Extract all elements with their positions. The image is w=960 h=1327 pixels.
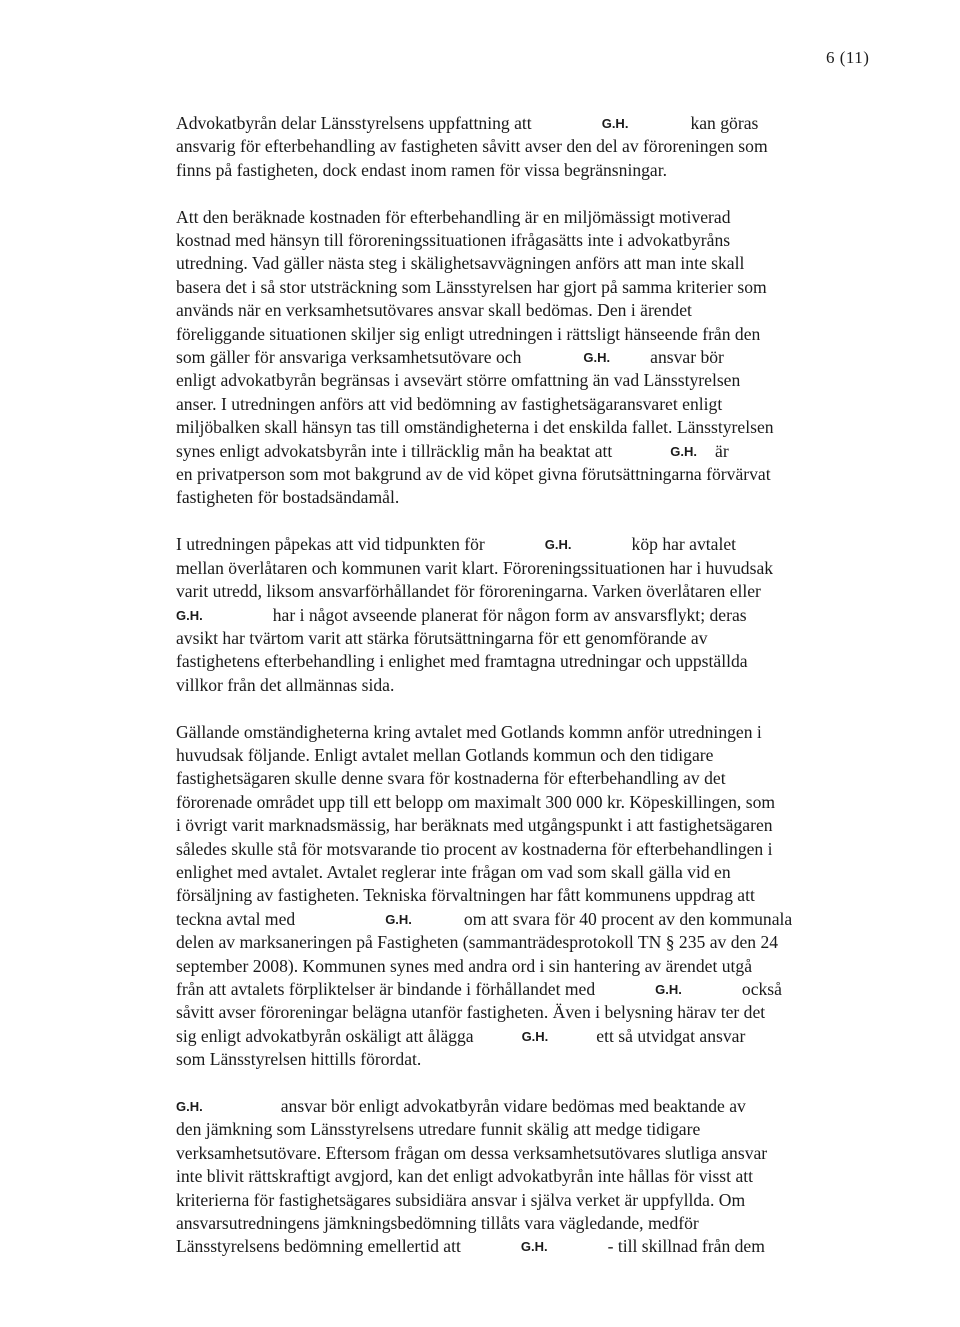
text-line: delen av marksaneringen på Fastigheten (sammanträdesprotokoll TN § 235 av den 24	[176, 932, 779, 953]
redaction-mark: G.H.	[601, 116, 629, 131]
text-line: synes enligt advokatsbyrån inte i tillräcklig mån ha beaktat att G.H. är	[176, 440, 876, 463]
text-line: villkor från det allmännas sida.	[176, 674, 395, 695]
text-line: som Länsstyrelsen hittills förordat.	[176, 1049, 422, 1070]
redaction-mark: G.H.	[520, 1239, 548, 1255]
text-line: mellan överlåtaren och kommunen varit klart. Föroreningssituationen har i huvudsak	[176, 557, 774, 578]
paragraph	[176, 721, 876, 1072]
text-line: således skulle stå för motsvarande tio procent av kostnaderna för efterbehandlingen i	[176, 838, 773, 859]
redaction-mark: G.H.	[176, 607, 203, 623]
redaction-mark: G.H.	[670, 443, 698, 459]
text-line: kostnad med hänsyn till föroreningssituationen ifrågasätts inte i advokatbyråns	[176, 230, 731, 251]
text-line: varit utredd, liksom ansvarförhållandet för föroreningarna. Varken överlåtaren eller	[176, 581, 761, 602]
redaction-mark: G.H.	[544, 537, 572, 553]
redaction-mark: G.H.	[176, 1099, 203, 1114]
text-line: försäljning av fastigheten. Tekniska förvaltningen har fått kommunens uppdrag att	[176, 885, 755, 906]
text-line: fastighetsägaren skulle denne svara för kostnaderna för efterbehandling av det	[176, 768, 726, 789]
text-line: Att den beräknade kostnaden för efterbehandling är en miljömässigt motiverad	[176, 206, 731, 227]
text-line: G.H. ansvar bör enligt advokatbyrån vidare bedömas med beaktande av	[176, 1095, 876, 1118]
text-line: inte blivit rättskraftigt avgjord, kan det enligt advokatbyrån inte hållas för visst att	[176, 1166, 754, 1187]
text-line: såvitt avser föroreningar belägna utanför fastigheten. Även i belysning härav ter det	[176, 1002, 766, 1023]
text-line: avsikt har tvärtom varit att stärka förutsättningarna för ett genomförande av	[176, 627, 708, 648]
text-line: i övrigt varit marknadsmässig, har beräknats med utgångspunkt i att fastighetsägaren	[176, 815, 773, 836]
text-line: Advokatbyrån delar Länsstyrelsens uppfattning att G.H. kan göras	[176, 112, 876, 135]
text-line: utredning. Vad gäller nästa steg i skälighetsavvägningen anförs att man inte skall	[176, 253, 745, 274]
text-line: från att avtalets förpliktelser är bindande i förhållandet med G.H. också	[176, 978, 876, 1001]
text-line: Länsstyrelsens bedömning emellertid att G.H. - till skillnad från dem	[176, 1235, 876, 1258]
redaction-mark: G.H.	[655, 981, 682, 997]
text-line: fastigheten för bostadsändamål.	[176, 487, 400, 508]
text-line: används när en verksamhetsutövares ansvar skall bedömas. Den i ärendet	[176, 300, 692, 321]
paragraph	[176, 206, 876, 510]
text-line: basera det i så stor utsträckning som Länsstyrelsen har gjort på samma kriterier som	[176, 276, 767, 297]
text-line: enlighet med avtalet. Avtalet reglerar inte frågan om vad som skall gälla vid en	[176, 861, 731, 882]
text-line: enligt advokatbyrån begränsas i avsevärt större omfattning än vad Länsstyrelsen	[176, 370, 741, 391]
text-line: föreliggande situationen skiljer sig enligt utredningen i rättsligt hänseende från den	[176, 323, 761, 344]
text-line: I utredningen påpekas att vid tidpunkten för G.H. köp har avtalet	[176, 533, 876, 556]
text-line: en privatperson som mot bakgrund av de vid köpet givna förutsättningarna förvärvat	[176, 464, 771, 485]
paragraph	[176, 1095, 876, 1259]
text-line: huvudsak följande. Enligt avtalet mellan Gotlands kommun och den tidigare	[176, 744, 714, 765]
text-line: teckna avtal med G.H. om att svara för 40 procent av den kommunala	[176, 908, 876, 931]
text-line: sig enligt advokatbyrån oskäligt att ålägga G.H. ett så utvidgat ansvar	[176, 1025, 876, 1048]
document-body	[176, 112, 876, 1282]
text-line: G.H. har i något avseende planerat för någon form av ansvarsflykt; deras	[176, 604, 876, 627]
text-line: fastighetens efterbehandling i enlighet med framtagna utredningar och uppställda	[176, 651, 748, 672]
text-line: ansvarsutredningens jämkningsbedömning tillåts vara vägledande, medför	[176, 1213, 699, 1234]
redaction-mark: G.H.	[583, 350, 611, 366]
text-line: ansvarig för efterbehandling av fastigheten såvitt avser den del av föroreningen som	[176, 136, 768, 157]
text-line: miljöbalken skall hänsyn tas till omständigheterna i det enskilda fallet. Länsstyrelsen	[176, 417, 774, 438]
text-line: verksamhetsutövare. Eftersom frågan om dessa verksamhetsutövares slutliga ansvar	[176, 1142, 768, 1163]
text-line: Gällande omständigheterna kring avtalet med Gotlands kommn anför utredningen i	[176, 721, 762, 742]
text-line: kriterierna för fastighetsägares subsidiära ansvar i själva verket är uppfyllda. Om	[176, 1189, 746, 1210]
text-line: september 2008). Kommunen synes med andra ord i sin hantering av ärendet utgå	[176, 955, 753, 976]
paragraph	[176, 112, 876, 182]
text-line: förorenade området upp till ett belopp om maximalt 300 000 kr. Köpeskillingen, som	[176, 791, 776, 812]
text-line: finns på fastigheten, dock endast inom ramen för vissa begränsningar.	[176, 159, 668, 180]
text-line: som gäller för ansvariga verksamhetsutövare och G.H. ansvar bör	[176, 346, 876, 369]
paragraph	[176, 533, 876, 697]
redaction-mark: G.H.	[385, 911, 412, 927]
text-line: den jämkning som Länsstyrelsens utredare funnit skälig att medge tidigare	[176, 1119, 701, 1140]
text-line: anser. I utredningen anförs att vid bedömning av fastighetsägaransvaret enligt	[176, 393, 723, 414]
page-number: 6 (11)	[826, 48, 870, 67]
redaction-mark: G.H.	[521, 1028, 549, 1044]
